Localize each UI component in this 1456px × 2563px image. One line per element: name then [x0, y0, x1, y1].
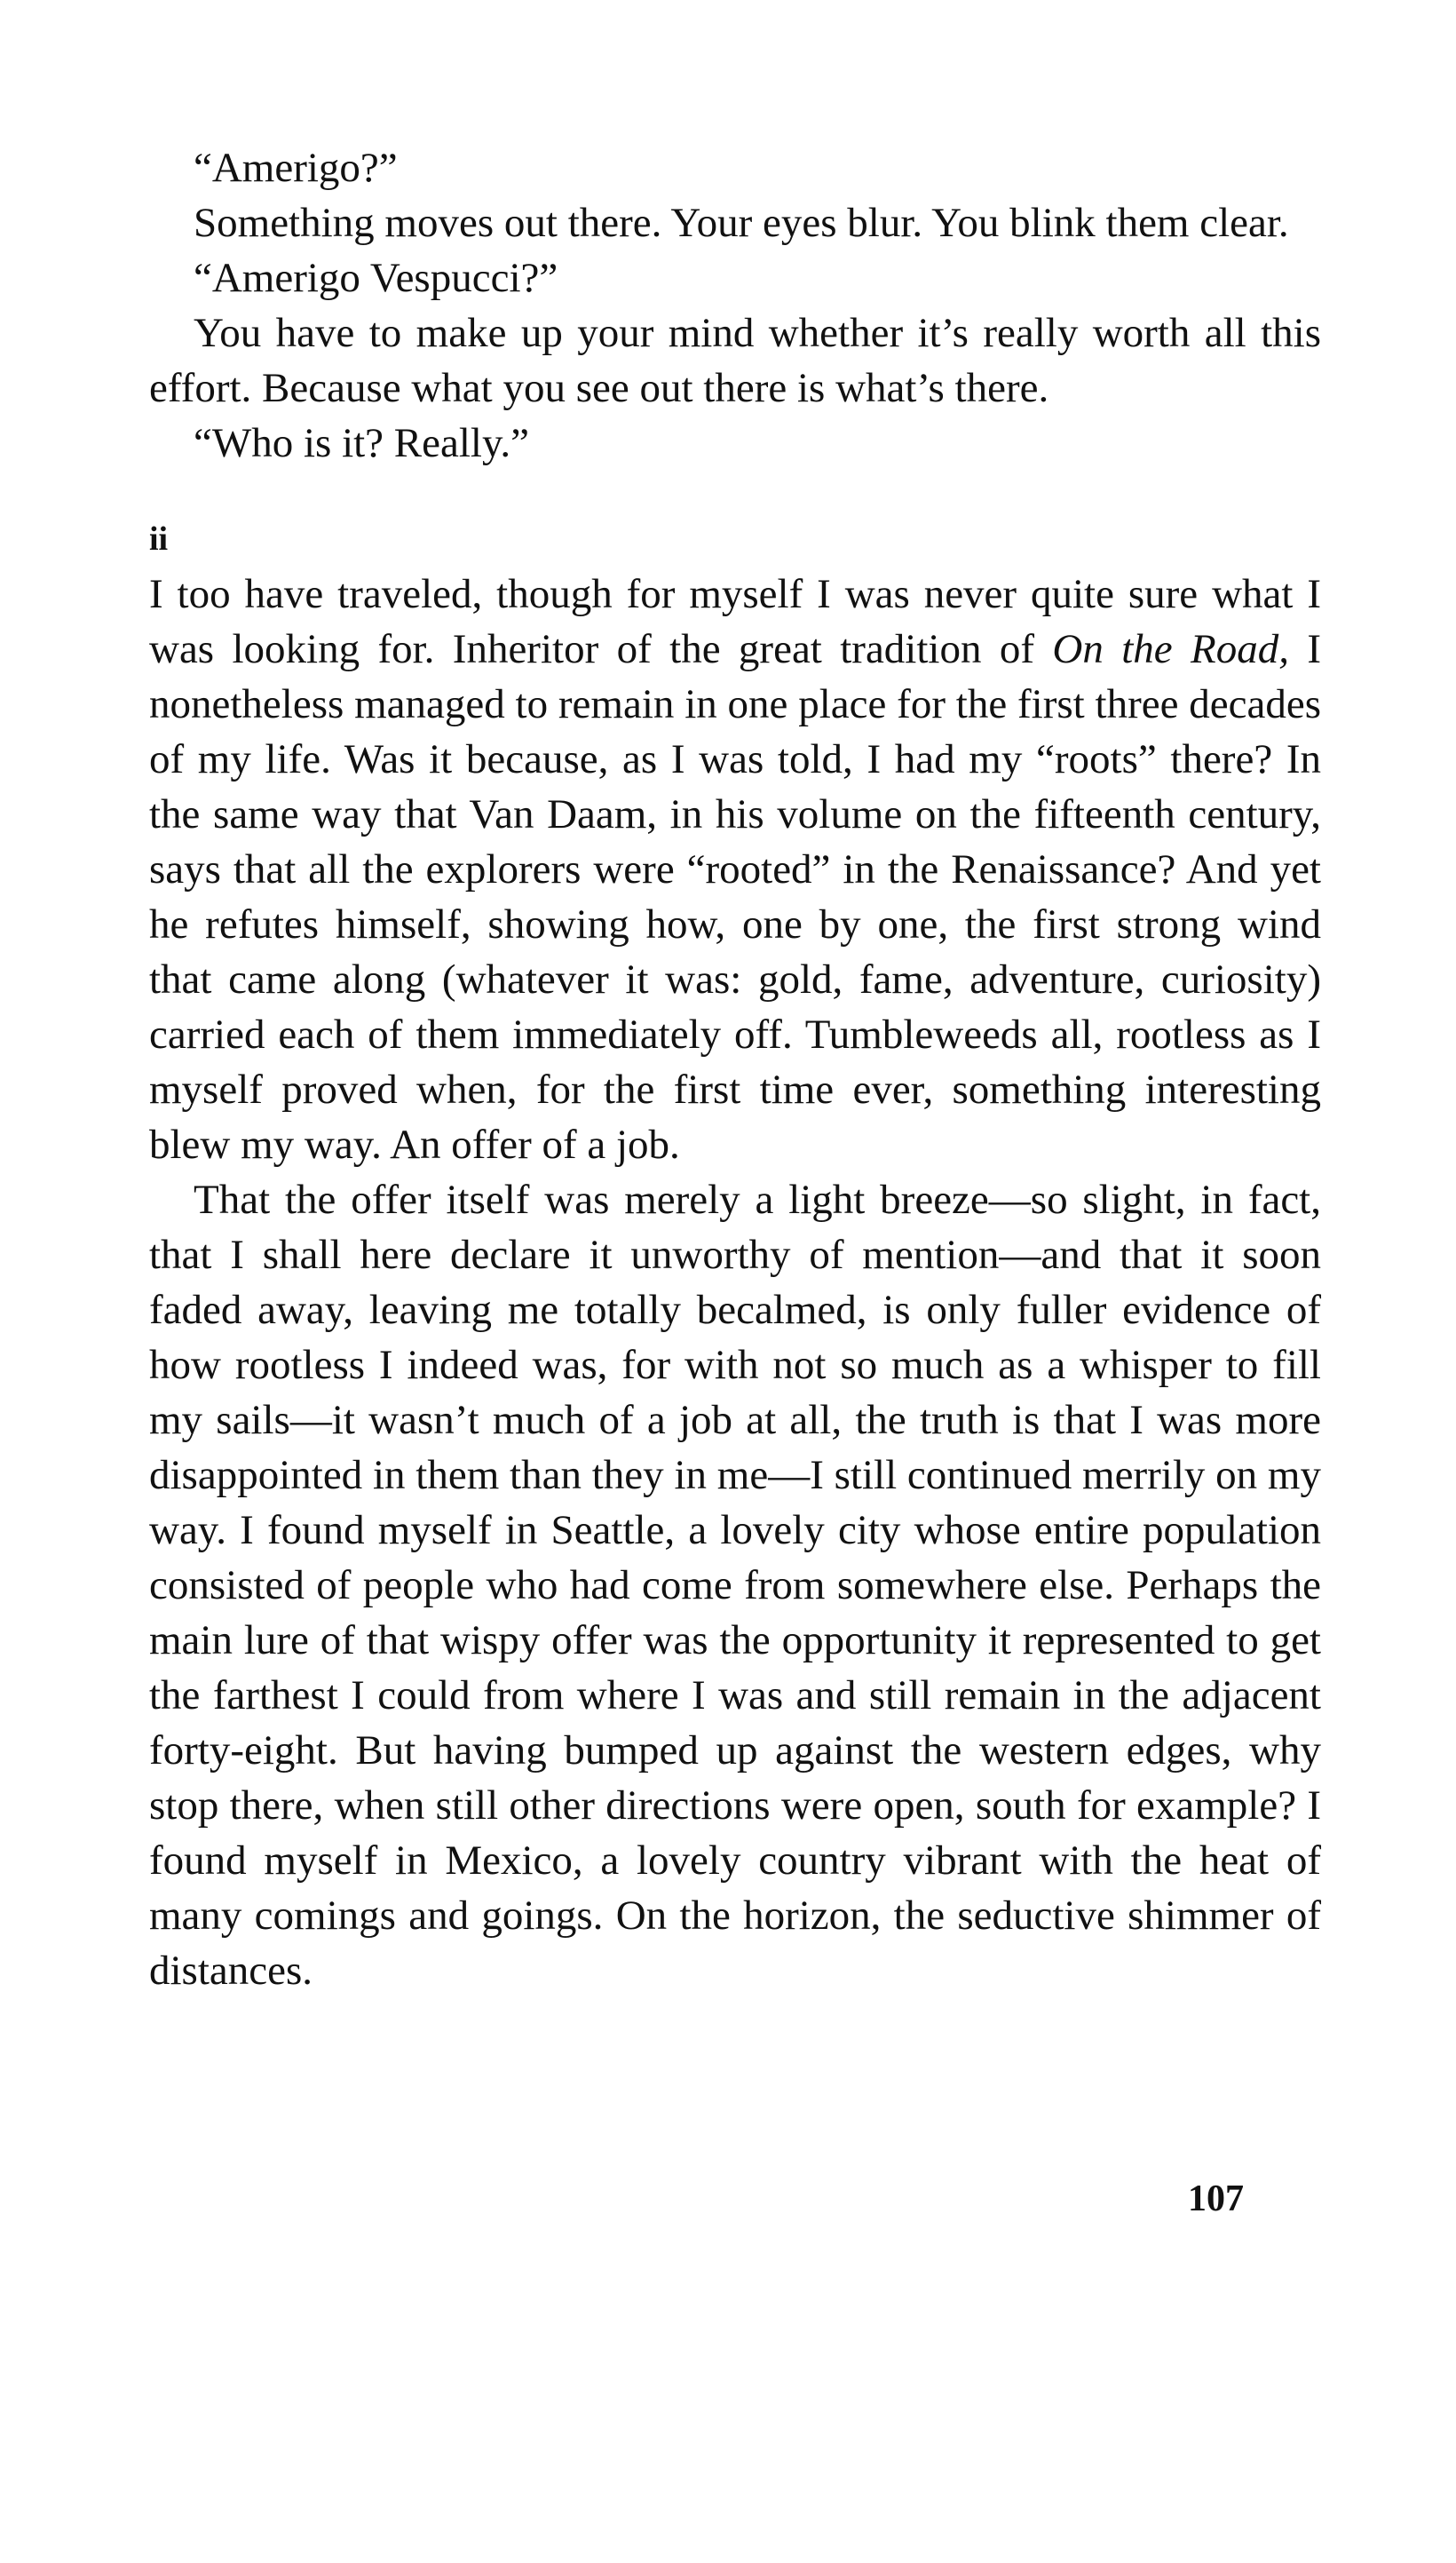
paragraph-text: I nonetheless managed to remain in one place for the first three decades of my life. Was it because, as I was told, I had my “roots” there? In the same way that Van Daam, in his volume on the fifteenth century, says that all the explorers were “rooted” in the Renaissance? And yet he refutes himself, showing how, one by one, the first strong wind that came along (whatever it was: gold, fame, adventure, curiosity) carried each of them immediately off. Tumbleweeds all, rootless as I myself proved when, for the first time ever, something interesting blew my way. An offer of a job.: [149, 626, 1321, 1168]
book-title: On the Road,: [1052, 626, 1289, 672]
page-number: 107: [1188, 2178, 1244, 2219]
paragraph: Something moves out there. Your eyes blur. You blink them clear.: [194, 200, 1289, 246]
paragraph: You have to make up your mind whether it’s really worth all this effort. Because what you see out there is what’s there.: [149, 310, 1321, 411]
paragraph: [149, 567, 1321, 1172]
dialogue-line: “Amerigo Vespucci?”: [194, 255, 558, 301]
dialogue-line: “Who is it? Really.”: [194, 420, 530, 466]
section-number: ii: [149, 520, 169, 558]
paragraph: That the offer itself was merely a light breeze—so slight, in fact, that I shall here declare it unworthy of mention—and that it soon faded away, leaving me totally becalmed, is only fuller evidence of how rootless I indeed was, for with not so much as a whisper to fill my sails—it wasn’t much of a job at all, the truth is that I was more disappointed in them than they in me—I still continued merrily on my way. I found myself in Seattle, a lovely city whose entire population consisted of people who had come from somewhere else. Perhaps the main lure of that wispy offer was the opportunity it represented to get the farthest I could from where I was and still remain in the adjacent forty-eight. But having bumped up against the western edges, why stop there, when still other directions were open, south for example? I found myself in Mexico, a lovely country vibrant with the heat of many comings and goings. On the horizon, the seductive shimmer of distances.: [149, 1177, 1321, 1994]
page-body: [149, 140, 1321, 1998]
dialogue-line: “Amerigo?”: [194, 145, 398, 191]
paragraph-text: I too have traveled, though for myself I was never quite sure what I was looking for. Inheritor of the great tradition of: [149, 571, 1321, 672]
